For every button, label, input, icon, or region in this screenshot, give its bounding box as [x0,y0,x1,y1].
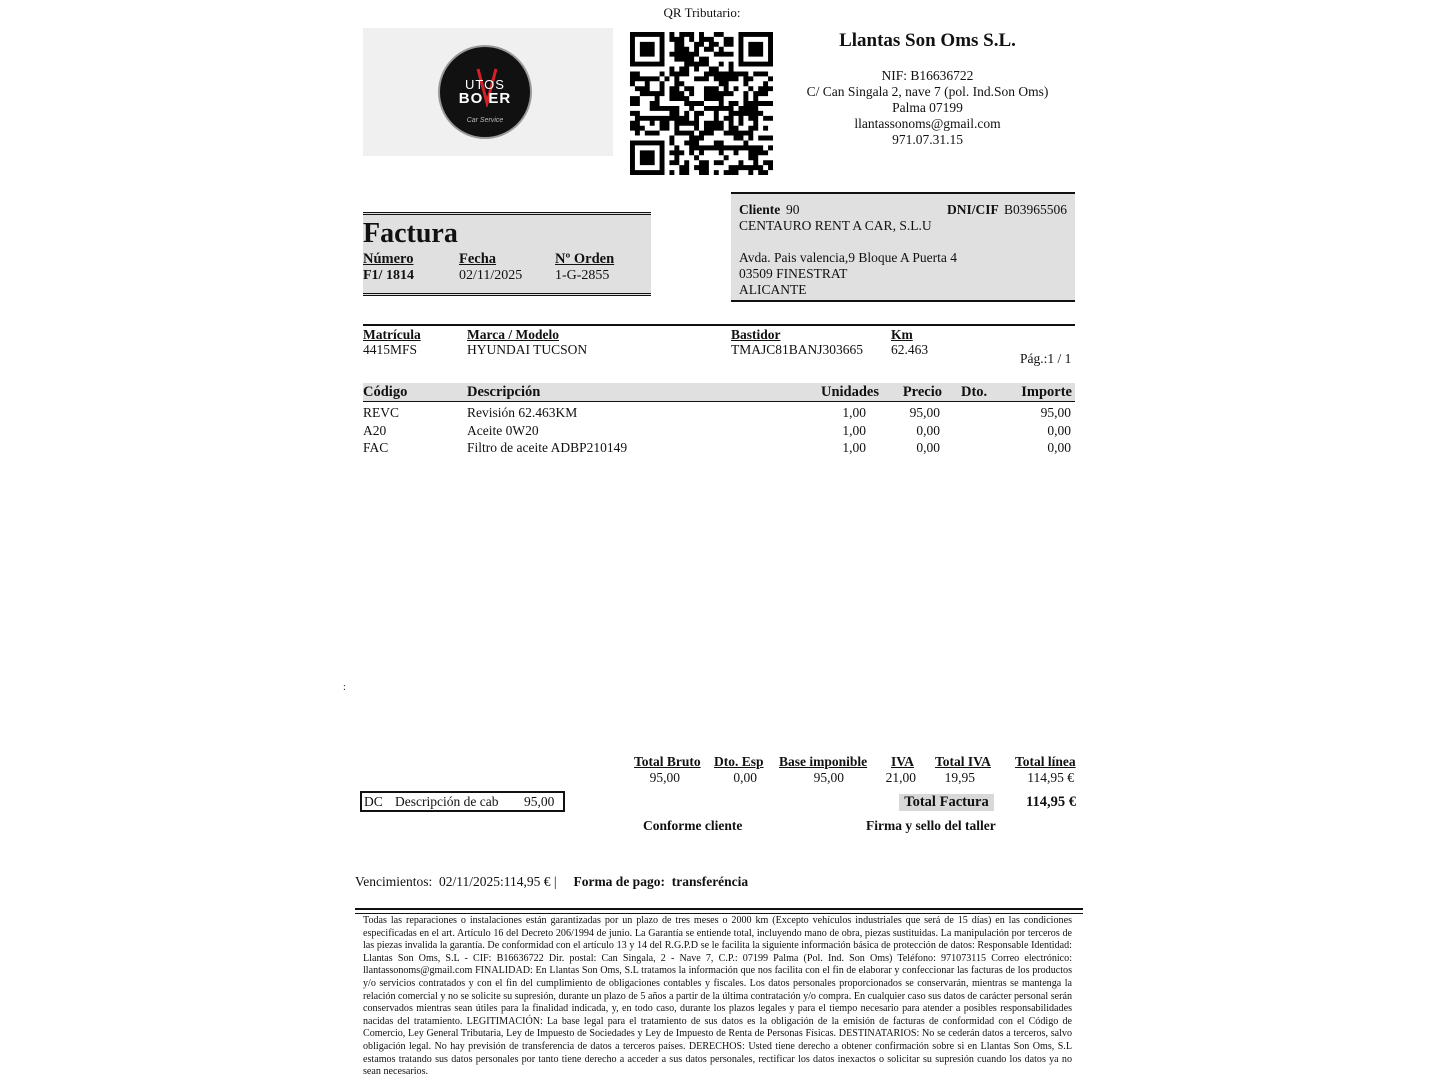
line-description: Filtro de aceite ADBP210149 [467,440,628,455]
vin-label: Bastidor [731,327,781,342]
total-bruto-label: Total Bruto [634,754,701,769]
autos-bover-logo [438,45,532,139]
client-address-1: Avda. Pais valencia,9 Bloque A Puerta 4 [739,250,957,265]
dni-value: B03965506 [1004,202,1068,217]
logo-text-1: UTOS [465,77,505,92]
model-label: Marca / Modelo [467,327,559,342]
col-description: Descripción [467,384,541,400]
client-address-2: 03509 FINESTRAT [739,266,848,281]
line-code: REVC [363,405,400,420]
company-city: Palma 07199 [892,100,963,115]
km-label: Km [891,327,913,342]
qr-code [630,32,773,175]
invoice-date: 02/11/2025 [459,268,523,283]
company-phone: 971.07.31.15 [892,132,963,147]
company-email: llantassonoms@gmail.com [854,116,1001,131]
col-price: Precio [902,384,942,400]
company-nif: NIF: B16636722 [881,68,974,83]
line-amount: 95,00 [1040,405,1071,420]
total-linea: 114,95 € [1027,770,1074,785]
company-name: Llantas Son Oms S.L. [839,30,1016,51]
margin-mark: : [343,682,346,693]
line-code: FAC [363,440,389,455]
base-label: Base imponible [779,754,868,769]
invoice-order-label: Nº Orden [555,251,615,267]
line-price: 95,00 [909,405,940,420]
company-address: C/ Can Singala 2, nave 7 (pol. Ind.Son Oms) [806,84,1049,99]
plate-label: Matrícula [363,327,421,342]
page-number: Pág.:1 / 1 [1020,351,1072,366]
payment-method: transferéncia [671,874,749,889]
line-description: Revisión 62.463KM [467,405,578,420]
line-amount: 0,00 [1047,423,1071,438]
dto-esp: 0,00 [733,770,757,785]
iva-label: IVA [891,754,915,769]
total-factura: 114,95 € [1026,794,1076,810]
col-discount: Dto. [961,384,988,400]
line-price: 0,00 [916,440,940,455]
invoice-number-label: Número [363,251,414,267]
line-code: A20 [363,423,387,438]
model-value: HYUNDAI TUCSON [467,342,588,357]
line-units: 1,00 [842,440,866,455]
km-value: 62.463 [891,342,929,357]
client-signature-label: Conforme cliente [643,818,743,833]
company-block [800,30,1055,148]
dc-code: DC [364,794,383,809]
total-bruto: 95,00 [649,770,680,785]
iva-rate: 21,00 [885,770,916,785]
dc-description: Descripción de cab [395,794,499,809]
qr-label: QR Tributario: [663,5,741,20]
legal-divider [355,908,1083,914]
vin-value: TMAJC81BANJ303665 [731,342,864,357]
invoice-number: F1/ 1814 [363,268,414,283]
total-iva: 19,95 [944,770,975,785]
vehicle-divider [363,324,1075,326]
dc-value: 95,00 [524,794,555,809]
invoice-title: Factura [363,218,458,249]
workshop-signature-label: Firma y sello del taller [866,818,996,833]
line-price: 0,00 [916,423,940,438]
payment-line [355,874,748,890]
total-linea-label: Total línea [1015,754,1076,769]
due-value: 02/11/2025:114,95 € | [439,874,557,889]
line-units: 1,00 [842,405,866,420]
client-label: Cliente [739,202,781,217]
line-amount: 0,00 [1047,440,1071,455]
col-code: Código [363,384,408,400]
client-name: CENTAURO RENT A CAR, S.L.U [739,218,932,233]
col-amount: Importe [1021,384,1072,400]
invoice-date-label: Fecha [459,251,497,267]
payment-method-label: Forma de pago: [573,874,665,889]
logo-text-2: BO ER [458,90,512,107]
legal-text: Todas las reparaciones o instalaciones están garantizadas por un plazo de tres meses o 2000 km (Excepto vehículos industriales que será de 15 días) en las condiciones especificadas en el art. Artículo 16 del Decreto 206/1994 de junio. La Garantía se entiende total, incluyendo mano de obra, piezas sustituidas. La manipulación por terceros de las piezas invalida la garantía. De conformidad con el artículo 13 y 14 del R.G.P.D se le facilita la siguiente información básica de protección de datos: Responsable Identidad: Llantas Son Oms, S.L - CIF: B16636722 Dir. postal: Can Singala, 2 - Nave 7, C.P.: 07199 Palma (Pol. Ind. Son Oms) Teléfono: 971073115 Correo electrónico: llantassonoms@gmail.com FINALIDAD: En Llantas Son Oms, S.L tratamos la información que nos facilita con el fin de elaborar y confeccionar las facturas de los productos y/o servicios contratados y con el fin del cumplimiento de obligaciones contables y fiscales. Los datos personales proporcionados se conservarán, mientras se mantenga la relación comercial y no se solicite su supresión, durante un plazo de 5 años a partir de la última contratación y/o compra. En cualquier caso sus datos de carácter personal serán conservados mientras sean útiles para la finalidad indicada, y, en todo caso, durante los plazos legales y para el tiempo necesario para atender a posibles responsabilidades nacidas del tratamiento. LEGITIMACIÓN: La base legal para el tratamiento de sus datos es la obligación de la emisión de facturas de conformidad con el Código de Comercio, Ley General Tributaria, Ley de Impuesto de Sociedades y Ley de Impuesto de Renta de Personas Físicas. DESTINATARIOS: No se cederán datos a terceros, salvo obligación legal. No hay previsión de transferencia de datos a terceros países. DERECHOS: Usted tiene derecho a obtener confirmación sobre si en Llantas Son Oms, S.L estamos tratando sus datos personales por tanto tiene derecho a acceder a sus datos personales, rectificar los datos inexactos o solicitar su supresión cuando los datos ya no sean necesarios. [363,915,1072,1078]
line-units: 1,00 [842,423,866,438]
dto-esp-label: Dto. Esp [714,754,764,769]
plate-value: 4415MFS [363,342,418,357]
dni-label: DNI/CIF [947,202,999,217]
logo-tagline: Car Service [466,117,504,124]
due-label: Vencimientos: [355,874,433,889]
client-number: 90 [786,202,800,217]
total-iva-label: Total IVA [935,754,991,769]
line-description: Aceite 0W20 [467,423,539,438]
dc-box [360,791,565,812]
col-units: Unidades [820,384,879,400]
invoice-order: 1-G-2855 [555,268,610,283]
client-address-3: ALICANTE [739,282,807,297]
base-imponible: 95,00 [813,770,844,785]
total-factura-label: Total Factura [899,794,994,811]
